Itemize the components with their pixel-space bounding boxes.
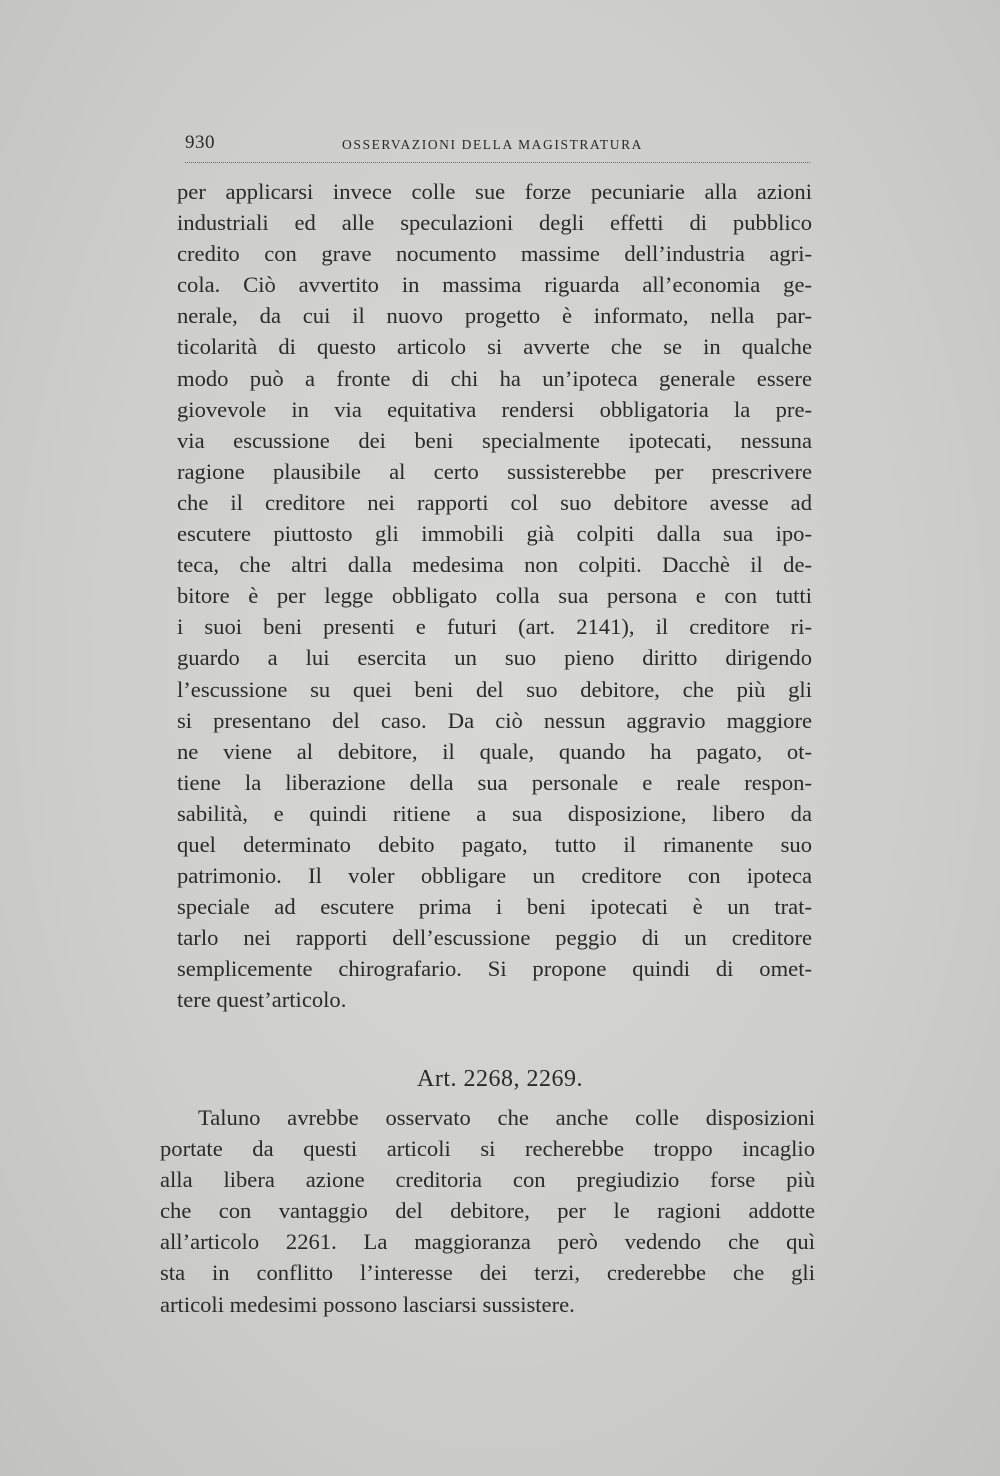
text-line: tiene la liberazione della sua personale e reale respon- (177, 769, 812, 795)
text-line: articoli medesimi possono lasciarsi sussistere. (160, 1291, 575, 1317)
text-line: bitore è per legge obbligato colla sua persona e con tutti (177, 583, 812, 609)
text-line: sabilità, e quindi ritiene a sua disposizione, libero da (177, 800, 812, 826)
text-line: cola. Ciò avvertito in massima riguarda all’economia ge- (177, 272, 812, 298)
text-line: ragione plausibile al certo sussisterebbe per prescrivere (177, 458, 812, 484)
text-line: i suoi beni presenti e futuri (art. 2141), il creditore ri- (177, 614, 812, 640)
running-head: OSSERVAZIONI DELLA MAGISTRATURA (342, 137, 644, 152)
text-line: si presentano del caso. Da ciò nessun aggravio maggiore (177, 707, 812, 733)
text-line: credito con grave nocumento massime dell’industria agri- (177, 241, 812, 267)
text-line: via escussione dei beni specialmente ipotecati, nessuna (177, 427, 812, 453)
text-line: all’articolo 2261. La maggioranza però vedendo che quì (160, 1229, 815, 1255)
page-number: 930 (185, 132, 215, 153)
text-line: guardo a lui esercita un suo pieno diritto dirigendo (177, 645, 812, 671)
text-line: che il creditore nei rapporti col suo debitore avesse ad (177, 489, 812, 515)
text-line: portate da questi articoli si recherebbe troppo incaglio (160, 1136, 815, 1162)
text-line: teca, che altri dalla medesima non colpiti. Dacchè il de- (177, 552, 812, 578)
text-line: tarlo nei rapporti dell’escussione peggio di un creditore (177, 925, 812, 951)
text-line: per applicarsi invece colle sue forze pecuniarie alla azioni (177, 179, 812, 204)
section-title: Art. 2268, 2269. (417, 1066, 583, 1092)
text-line: sta in conflitto l’interesse dei terzi, crederebbe che gli (160, 1260, 815, 1286)
text-line: alla libera azione creditoria con pregiudizio forse più (160, 1167, 815, 1193)
paragraph-1 (177, 176, 812, 1016)
text-line: Taluno avrebbe osservato che anche colle disposizioni (198, 1105, 815, 1130)
text-line: nerale, da cui il nuovo progetto è informato, nella par- (177, 303, 812, 329)
text-line: speciale ad escutere prima i beni ipotecati è un trat- (177, 894, 812, 920)
page-header (185, 132, 810, 163)
text-line: patrimonio. Il voler obbligare un creditore con ipoteca (177, 863, 812, 889)
text-line: tere quest’articolo. (177, 987, 347, 1013)
text-line: semplicemente chirografario. Si propone quindi di omet- (177, 956, 812, 982)
text-line: giovevole in via equitativa rendersi obbligatoria la pre- (177, 396, 812, 422)
text-line: che con vantaggio del debitore, per le ragioni addotte (160, 1198, 815, 1224)
text-line: l’escussione su quei beni del suo debitore, che più gli (177, 676, 812, 702)
text-line: ticolarità di questo articolo si avverte che se in qualche (177, 334, 812, 360)
paragraph-2 (160, 1102, 815, 1320)
text-line: quel determinato debito pagato, tutto il rimanente suo (177, 831, 812, 857)
text-line: industriali ed alle speculazioni degli effetti di pubblico (177, 210, 812, 236)
text-line: escutere piuttosto gli immobili già colpiti dalla sua ipo- (177, 521, 812, 547)
text-line: modo può a fronte di chi ha un’ipoteca generale essere (177, 365, 812, 391)
text-line: ne viene al debitore, il quale, quando ha pagato, ot- (177, 738, 812, 764)
